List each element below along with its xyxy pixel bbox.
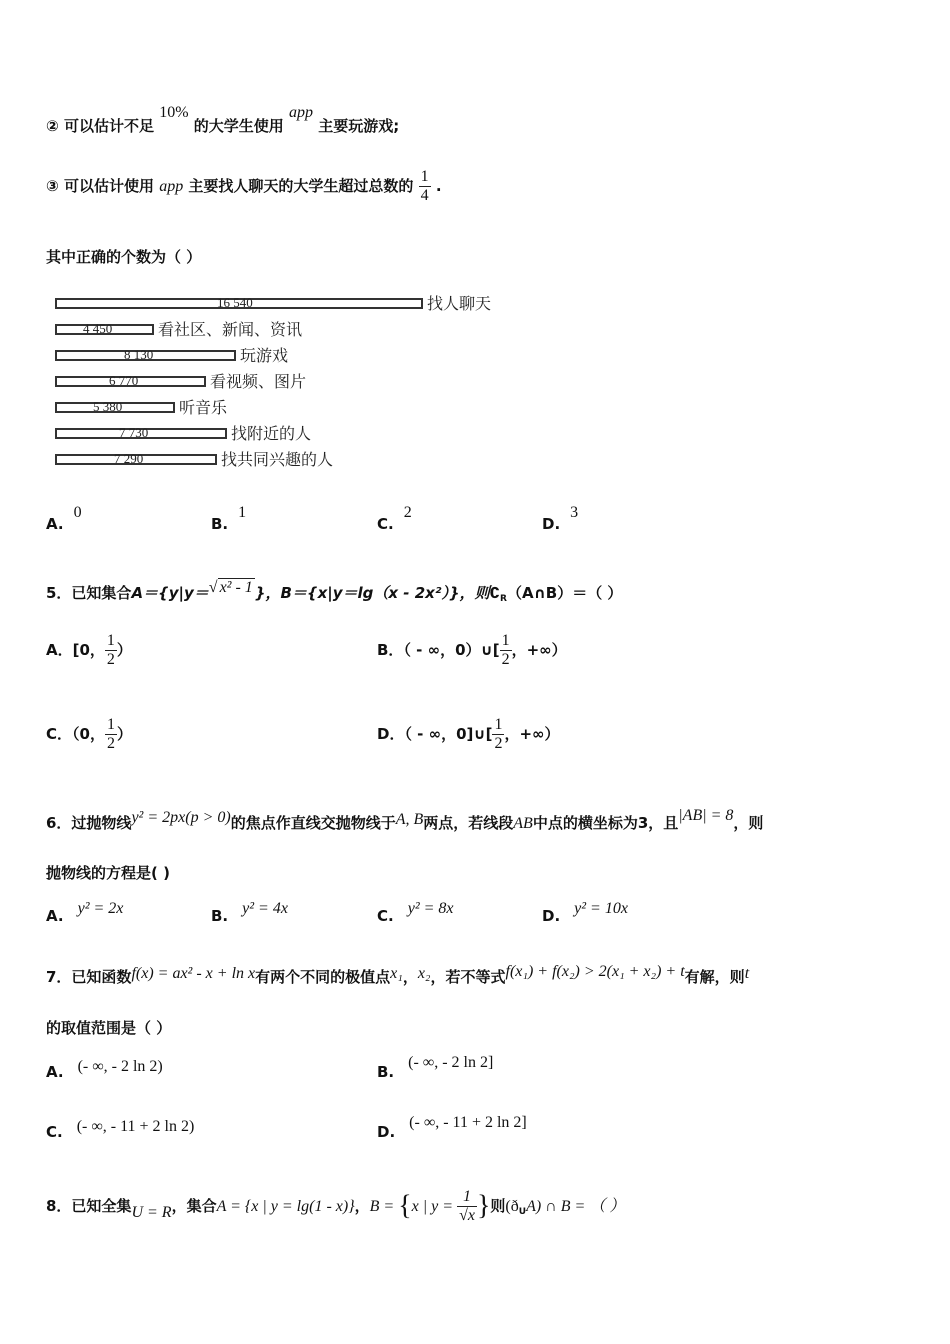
bar-category-label-4: 看视频、图片 <box>210 372 307 391</box>
q6-stem-line2: 抛物线的方程是( ) <box>46 864 170 882</box>
q4-option-d[interactable]: D.3 <box>542 504 579 533</box>
q4-option-a[interactable]: A.0 <box>46 504 82 533</box>
q6-option-d[interactable]: D. y² = 10x <box>542 900 628 925</box>
q4-stem: 其中正确的个数为（ ） <box>46 248 202 266</box>
q6-stem: 6．过抛物线y² = 2px(p > 0)的焦点作直线交抛物线于A, B两点，若线段AB中点的横坐标为3，且|AB| = 8，则 <box>46 807 764 832</box>
bar-value-label-4: 6 770 <box>109 373 139 388</box>
bar-value-label-3: 8 130 <box>124 347 154 362</box>
statement-2: ② 可以估计不足 10% 的大学生使用 app 主要玩游戏; <box>46 104 400 135</box>
q7-option-a[interactable]: A. (- ∞, - 2 ln 2) <box>46 1058 163 1081</box>
q8-stem: 8．已知全集U = R，集合A = {x | y = lg(1 - x)}，B = {x | y = $\frac{1}{√x}$ }则$(ð_UA)$ ∩ B = （ ） <box>46 1188 626 1224</box>
bar-value-label-5: 5 380 <box>93 399 123 414</box>
q5-option-a[interactable]: A．[0， $\frac{1}{2}$ ） <box>46 632 132 668</box>
bar-category-label-2: 看社区、新闻、资讯 <box>158 320 303 339</box>
bar-category-label-1: 找人聊天 <box>427 294 492 313</box>
fraction-half: $\frac{1}{2}$ <box>106 632 115 668</box>
usage-bar-chart <box>0 0 950 500</box>
q7-option-b[interactable]: B.(- ∞, - 2 ln 2] <box>377 1054 494 1081</box>
q7-option-c[interactable]: C. (- ∞, - 11 + 2 ln 2) <box>46 1118 195 1141</box>
fraction-half: $\frac{1}{2}$ <box>501 632 510 668</box>
q6-option-b[interactable]: B. y² = 4x <box>211 900 288 925</box>
q5-option-c[interactable]: C．（0， $\frac{1}{2}$ ） <box>46 716 132 752</box>
q6-option-c[interactable]: C. y² = 8x <box>377 900 454 925</box>
bar-value-label-1: 16 540 <box>217 295 253 310</box>
fraction-half: $\frac{1}{2}$ <box>494 716 503 752</box>
bar-category-label-5: 听音乐 <box>179 398 228 417</box>
bar-category-label-7: 找共同兴趣的人 <box>221 450 334 469</box>
q7-option-d[interactable]: D.(- ∞, - 11 + 2 ln 2] <box>377 1114 527 1141</box>
fraction-one-over-sqrt-x: $\frac{1}{√x}$ <box>459 1188 475 1224</box>
bar-value-label-7: 7 290 <box>114 451 144 466</box>
q5-stem: 5．已知集合A＝{y|y＝√ x² - 1 }，B＝{x|y＝lg（x - 2x²）}，则$∁_R(A\cap B)=$（ ） <box>46 579 623 604</box>
q4-option-b[interactable]: B.1 <box>211 504 247 533</box>
bar-category-label-6: 找附近的人 <box>231 424 312 443</box>
bar-value-label-2: 4 450 <box>83 321 113 336</box>
statement-3: ③ 可以估计使用 app 主要找人聊天的大学生超过总数的 $\frac{1}{4}$ . <box>46 168 442 204</box>
bar-category-label-3: 玩游戏 <box>240 346 289 365</box>
q5-option-d[interactable]: D．（ - ∞，0]∪[ $\frac{1}{2}$ ，+∞） <box>377 716 560 752</box>
bar-value-label-6: 7 730 <box>119 425 149 440</box>
fraction-one-quarter: $\frac{1}{4}$ <box>420 168 429 204</box>
q4-option-c[interactable]: C.2 <box>377 504 412 533</box>
q6-option-a[interactable]: A. y² = 2x <box>46 900 124 925</box>
sqrt-expression: √ x² - 1 <box>208 579 253 596</box>
q5-option-b[interactable]: B．（ - ∞，0）∪[ $\frac{1}{2}$ ，+∞） <box>377 632 567 668</box>
q7-stem: 7．已知函数f(x) = ax² - x + ln x有两个不同的极值点x₁，x₂，若不等式f(x₁) + f(x₂) > 2(x₁ + x₂) + t有解，则t <box>46 963 750 986</box>
fraction-half: $\frac{1}{2}$ <box>106 716 115 752</box>
q7-stem-line2: 的取值范围是（ ） <box>46 1019 172 1037</box>
